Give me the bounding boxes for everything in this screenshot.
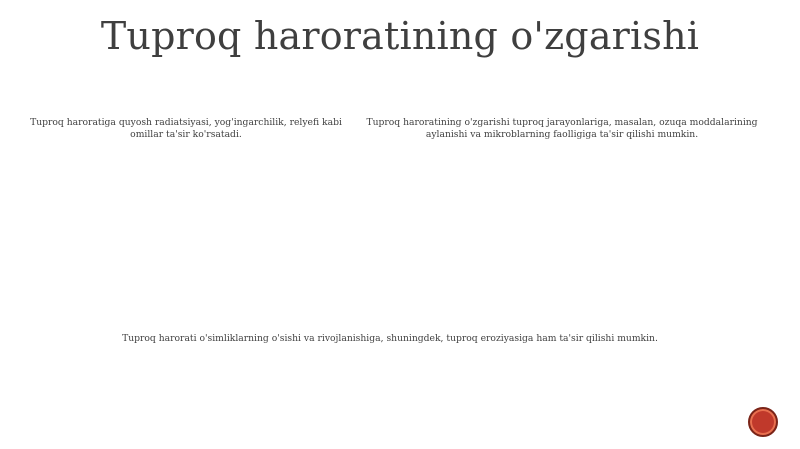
paragraph-left: Tuproq haroratiga quyosh radiatsiyasi, yog'ingarchilik, relyefi kabi omillar ta'sir ko'rsatadi.	[30, 117, 342, 140]
paragraph-bottom: Tuproq harorati o'simliklarning o'sishi va rivojlanishiga, shuningdek, tuproq eroziyasiga ham ta'sir qilishi mumkin.	[122, 333, 658, 344]
paragraph-right: Tuproq haroratining o'zgarishi tuproq jarayonlariga, masalan, ozuqa moddalarining aylanishi va mikroblarning faolligiga ta'sir qilishi mumkin.	[366, 117, 758, 140]
slide-nav-button[interactable]	[748, 407, 778, 437]
slide-title: Tuproq haroratining o'zgarishi	[100, 14, 700, 58]
